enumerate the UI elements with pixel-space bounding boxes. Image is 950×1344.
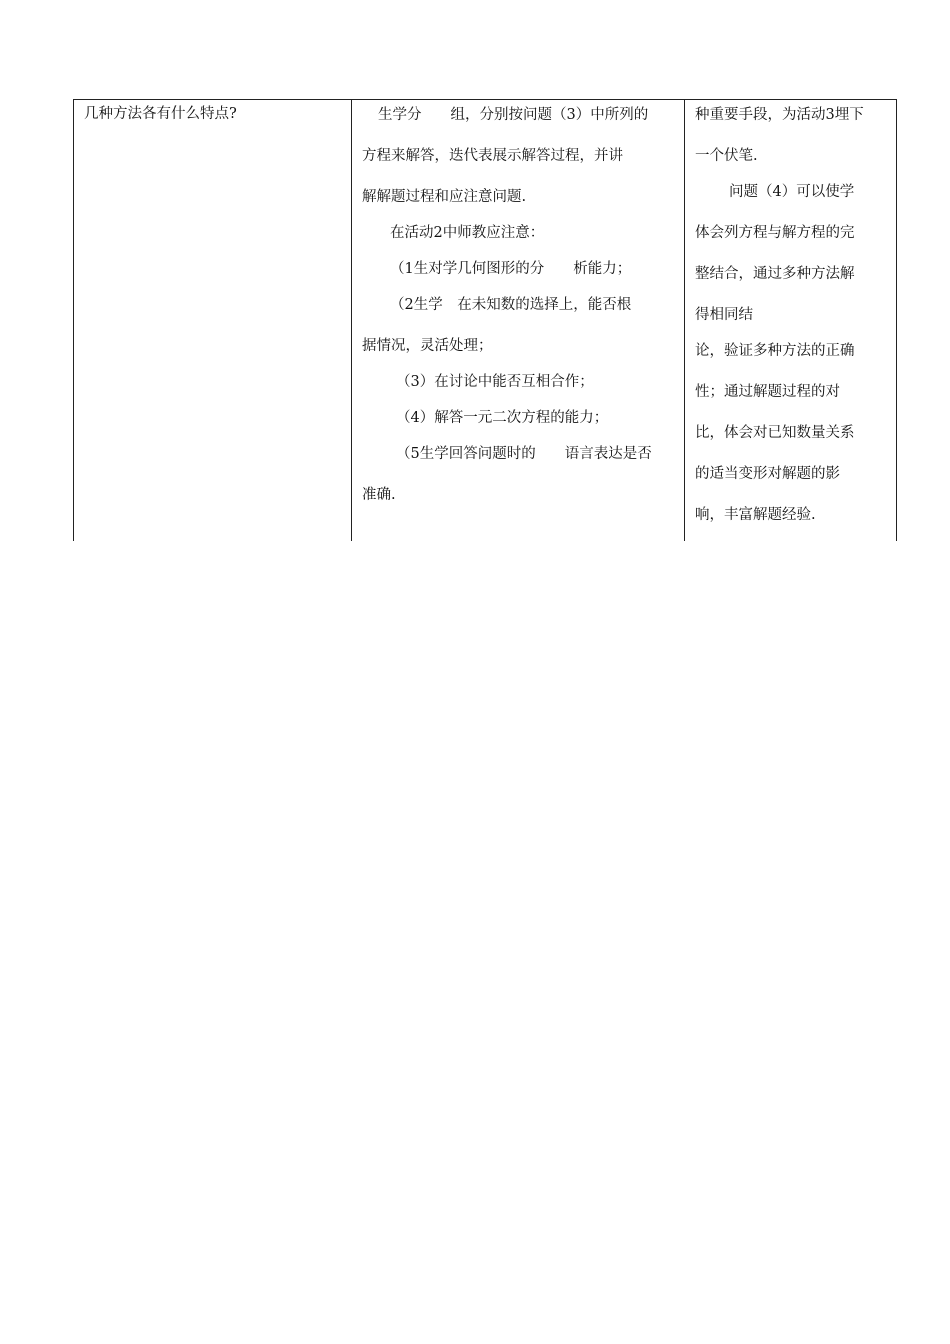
activity-line-1: 生学分 组，分别按问题（3）中所列的 (378, 107, 649, 123)
intent-line-7: 论，验证多种方法的正确 (695, 343, 855, 359)
activity-line-4: 在活动2中师教应注意： (390, 225, 545, 241)
intent-line-9: 比，体会对已知数量关系 (695, 425, 855, 441)
intent-line-6: 得相同结 (695, 307, 753, 323)
activity-line-7: 据情况，灵活处理； (362, 338, 493, 354)
activity-line-6: （2生学 在未知数的选择上，能否根 (390, 297, 632, 313)
intent-line-2: 一个伏笔. (695, 148, 758, 164)
activity-line-9: （4）解答一元二次方程的能力； (396, 410, 609, 426)
activity-line-3: 解解题过程和应注意问题. (362, 189, 527, 205)
question-text: 几种方法各有什么特点? (84, 106, 237, 122)
activity-line-10: （5生学回答问题时的 语言表达是否 (396, 446, 652, 462)
table-cell-student-activity (351, 100, 684, 541)
intent-line-5: 整结合，通过多种方法解 (695, 266, 855, 282)
lesson-plan-table (73, 99, 897, 541)
intent-line-10: 的适当变形对解题的影 (695, 466, 840, 482)
activity-line-2: 方程来解答，迭代表展示解答过程，并讲 (362, 148, 623, 164)
intent-line-1: 种重要手段，为活动3埋下 (695, 107, 864, 123)
activity-line-11: 准确. (362, 487, 396, 503)
table-cell-design-intent (684, 100, 897, 541)
activity-line-5: （1生对学几何图形的分 析能力； (390, 261, 632, 277)
activity-line-8: （3）在讨论中能否互相合作； (396, 374, 594, 390)
table-cell-question (73, 100, 351, 541)
intent-line-8: 性；通过解题过程的对 (695, 384, 840, 400)
intent-line-11: 响，丰富解题经验. (695, 507, 816, 523)
intent-line-3: 问题（4）可以使学 (729, 184, 855, 200)
intent-line-4: 体会列方程与解方程的完 (695, 225, 855, 241)
